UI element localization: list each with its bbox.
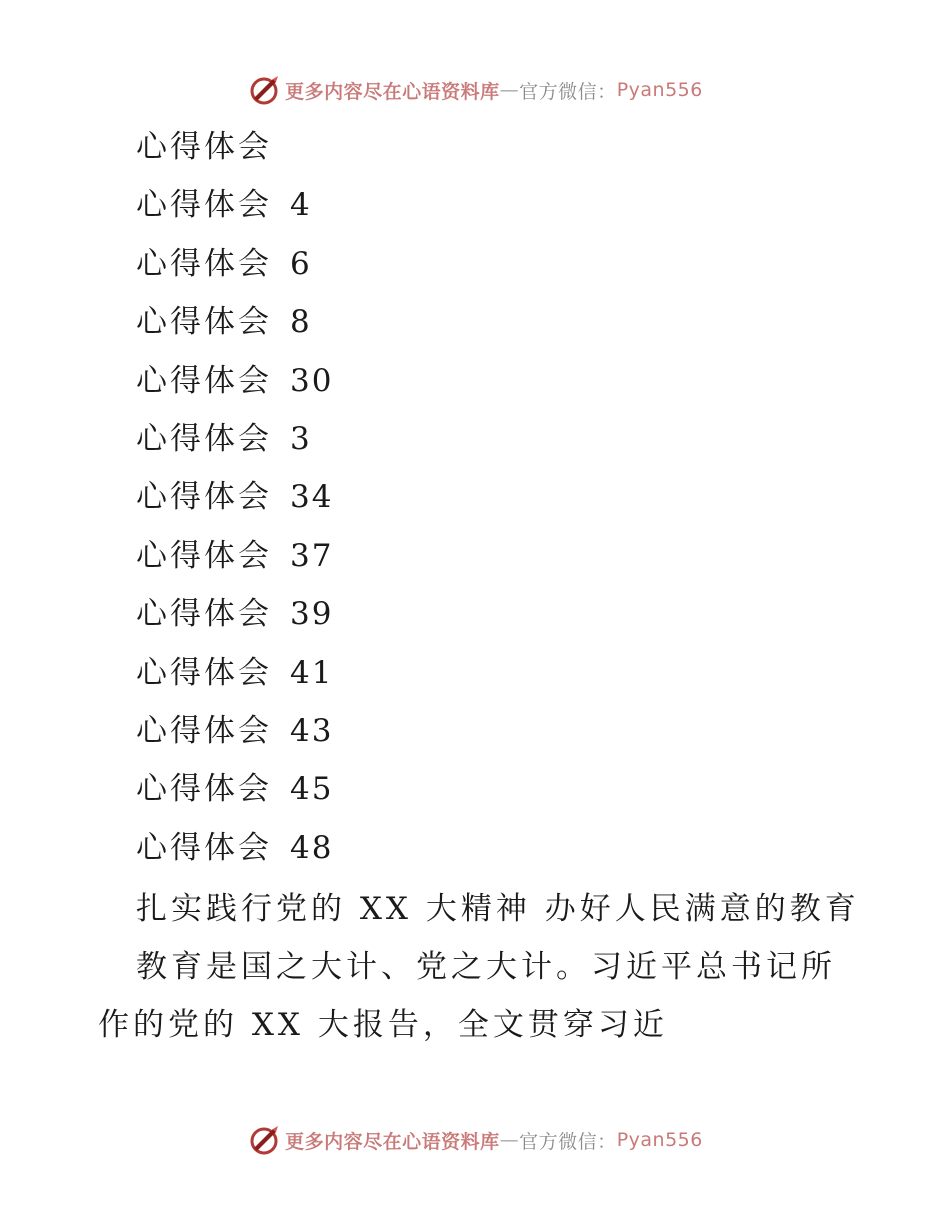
toc-page-number: 45 bbox=[290, 771, 334, 808]
banner-main-text: 更多内容尽在心语资料库 bbox=[285, 80, 500, 103]
toc-title: 心得体会 bbox=[136, 712, 272, 749]
toc-page-number: 4 bbox=[290, 187, 312, 224]
toc-title: 心得体会 bbox=[136, 479, 272, 516]
section-heading: 扎实践行党的 XX 大精神 办好人民满意的教育 bbox=[136, 891, 860, 927]
toc-page-number: 34 bbox=[290, 479, 334, 516]
banner-label: 官方微信： bbox=[519, 1130, 617, 1153]
body-paragraph: 教育是国之大计、党之大计。习近平总书记所作的党的 XX 大报告，全文贯穿习近 bbox=[98, 949, 836, 1043]
toc-title: 心得体会 bbox=[136, 829, 272, 866]
header-watermark bbox=[0, 70, 950, 110]
toc-entry[interactable] bbox=[136, 358, 333, 416]
toc-page-number: 39 bbox=[290, 596, 334, 633]
toc-page-number: 30 bbox=[290, 362, 334, 399]
banner-separator: — bbox=[499, 1129, 520, 1151]
table-of-contents bbox=[136, 124, 333, 883]
toc-title: 心得体会 bbox=[136, 420, 272, 457]
toc-entry[interactable] bbox=[136, 825, 333, 883]
toc-title: 心得体会 bbox=[136, 129, 272, 165]
toc-title: 心得体会 bbox=[136, 304, 272, 341]
toc-title: 心得体会 bbox=[136, 654, 272, 691]
toc-entry[interactable] bbox=[136, 650, 333, 708]
toc-entry[interactable] bbox=[136, 533, 333, 591]
pen-in-circle-icon bbox=[247, 73, 281, 107]
toc-page-number: 3 bbox=[290, 420, 312, 457]
toc-title: 心得体会 bbox=[136, 596, 272, 633]
toc-title: 心得体会 bbox=[136, 537, 272, 574]
document-body bbox=[98, 880, 868, 1054]
toc-entry[interactable] bbox=[136, 124, 333, 182]
pen-in-circle-icon bbox=[247, 1123, 281, 1157]
toc-entry[interactable] bbox=[136, 766, 333, 824]
footer-watermark bbox=[0, 1120, 950, 1160]
toc-entry[interactable] bbox=[136, 474, 333, 532]
toc-entry[interactable] bbox=[136, 416, 333, 474]
banner-main-text: 更多内容尽在心语资料库 bbox=[285, 1130, 500, 1153]
toc-page-number: 6 bbox=[290, 245, 312, 282]
banner-wechat-id: Pyan556 bbox=[616, 1129, 703, 1151]
toc-page-number: 43 bbox=[290, 712, 334, 749]
toc-title: 心得体会 bbox=[136, 771, 272, 808]
toc-title: 心得体会 bbox=[136, 362, 272, 399]
toc-entry[interactable] bbox=[136, 182, 333, 240]
banner-label: 官方微信： bbox=[519, 80, 617, 103]
toc-entry[interactable] bbox=[136, 708, 333, 766]
toc-page-number: 37 bbox=[290, 537, 334, 574]
toc-page-number: 41 bbox=[290, 654, 334, 691]
toc-entry[interactable] bbox=[136, 591, 333, 649]
toc-entry[interactable] bbox=[136, 241, 333, 299]
toc-page-number: 48 bbox=[290, 829, 334, 866]
banner-separator: — bbox=[499, 79, 520, 101]
toc-entry[interactable] bbox=[136, 299, 333, 357]
banner-wechat-id: Pyan556 bbox=[616, 79, 703, 101]
toc-page-number: 8 bbox=[290, 304, 312, 341]
toc-title: 心得体会 bbox=[136, 245, 272, 282]
toc-title: 心得体会 bbox=[136, 187, 272, 224]
